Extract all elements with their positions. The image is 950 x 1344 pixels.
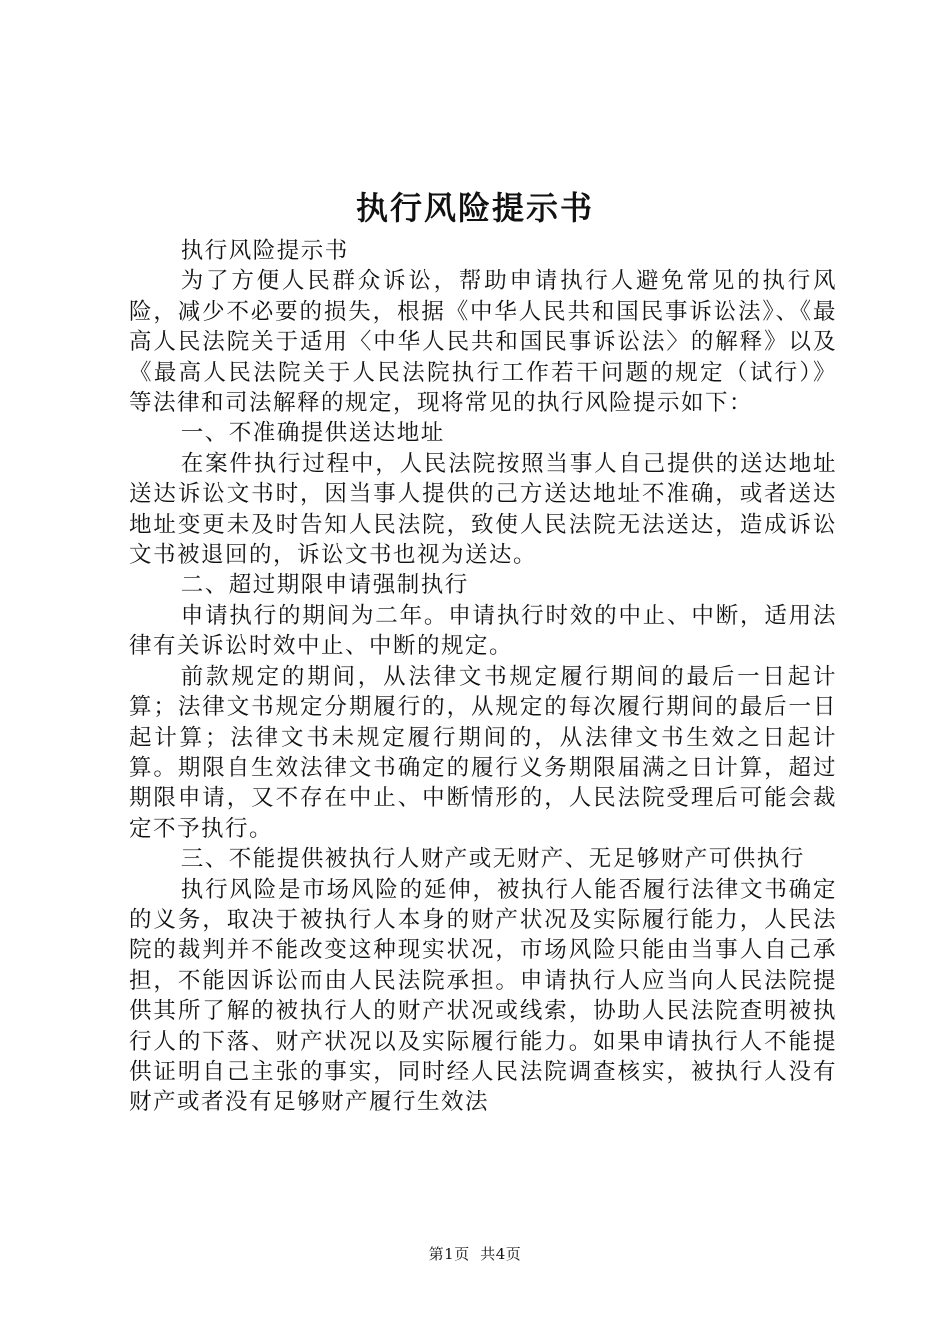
document-body bbox=[129, 236, 837, 1118]
body-paragraph: 申请执行的期间为二年。申请执行时效的中止、中断，适用法律有关诉讼时效中止、中断的规定。 bbox=[129, 602, 837, 660]
page-footer bbox=[0, 1244, 950, 1264]
document-title: 执行风险提示书 bbox=[355, 189, 594, 227]
body-paragraph: 为了方便人民群众诉讼，帮助申请执行人避免常见的执行风险，减少不必要的损失，根据《中华人民共和国民事诉讼法》、《最高人民法院关于适用〈中华人民共和国民事诉讼法〉的解释》以及《最高人民法院关于人民法院执行工作若干问题的规定（试行）》等法律和司法解释的规定，现将常见的执行风险提示如下： bbox=[129, 268, 837, 417]
body-paragraph: 执行风险提示书 bbox=[180, 238, 349, 264]
section-heading: 一、不准确提供送达地址 bbox=[180, 420, 445, 447]
body-paragraph: 执行风险是市场风险的延伸，被执行人能否履行法律文书确定的义务，取决于被执行人本身的财产状况及实际履行能力，人民法院的裁判并不能改变这种现实状况，市场风险只能由当事人自己承担，不能因诉讼而由人民法院承担。申请执行人应当向人民法院提供其所了解的被执行人的财产状况或线索，协助人民法院查明被执行人的下落、财产状况以及实际履行能力。如果申请执行人不能提供证明自己主张的事实，同时经人民法院调查核实，被执行人没有财产或者没有足够财产履行生效法 bbox=[129, 876, 837, 1116]
body-paragraph: 在案件执行过程中，人民法院按照当事人自己提供的送达地址送达诉讼文书时，因当事人提供的己方送达地址不准确，或者送达地址变更未及时告知人民法院，致使人民法院无法送达，造成诉讼文书被退回的，诉讼文书也视为送达。 bbox=[129, 450, 837, 569]
section-heading: 三、不能提供被执行人财产或无财产、无足够财产可供执行 bbox=[180, 846, 805, 873]
section-heading: 二、超过期限申请强制执行 bbox=[180, 572, 469, 599]
page-number: 第1页 bbox=[428, 1245, 470, 1263]
body-paragraph: 前款规定的期间，从法律文书规定履行期间的最后一日起计算；法律文书规定分期履行的，从规定的每次履行期间的最后一日起计算；法律文书未规定履行期间的，从法律文书生效之日起计算。期限自生效法律文书确定的履行义务期限届满之日计算，超过期限申请，又不存在中止、中断情形的，人民法院受理后可能会裁定不予执行。 bbox=[129, 663, 837, 842]
page-total: 共4页 bbox=[480, 1245, 522, 1263]
